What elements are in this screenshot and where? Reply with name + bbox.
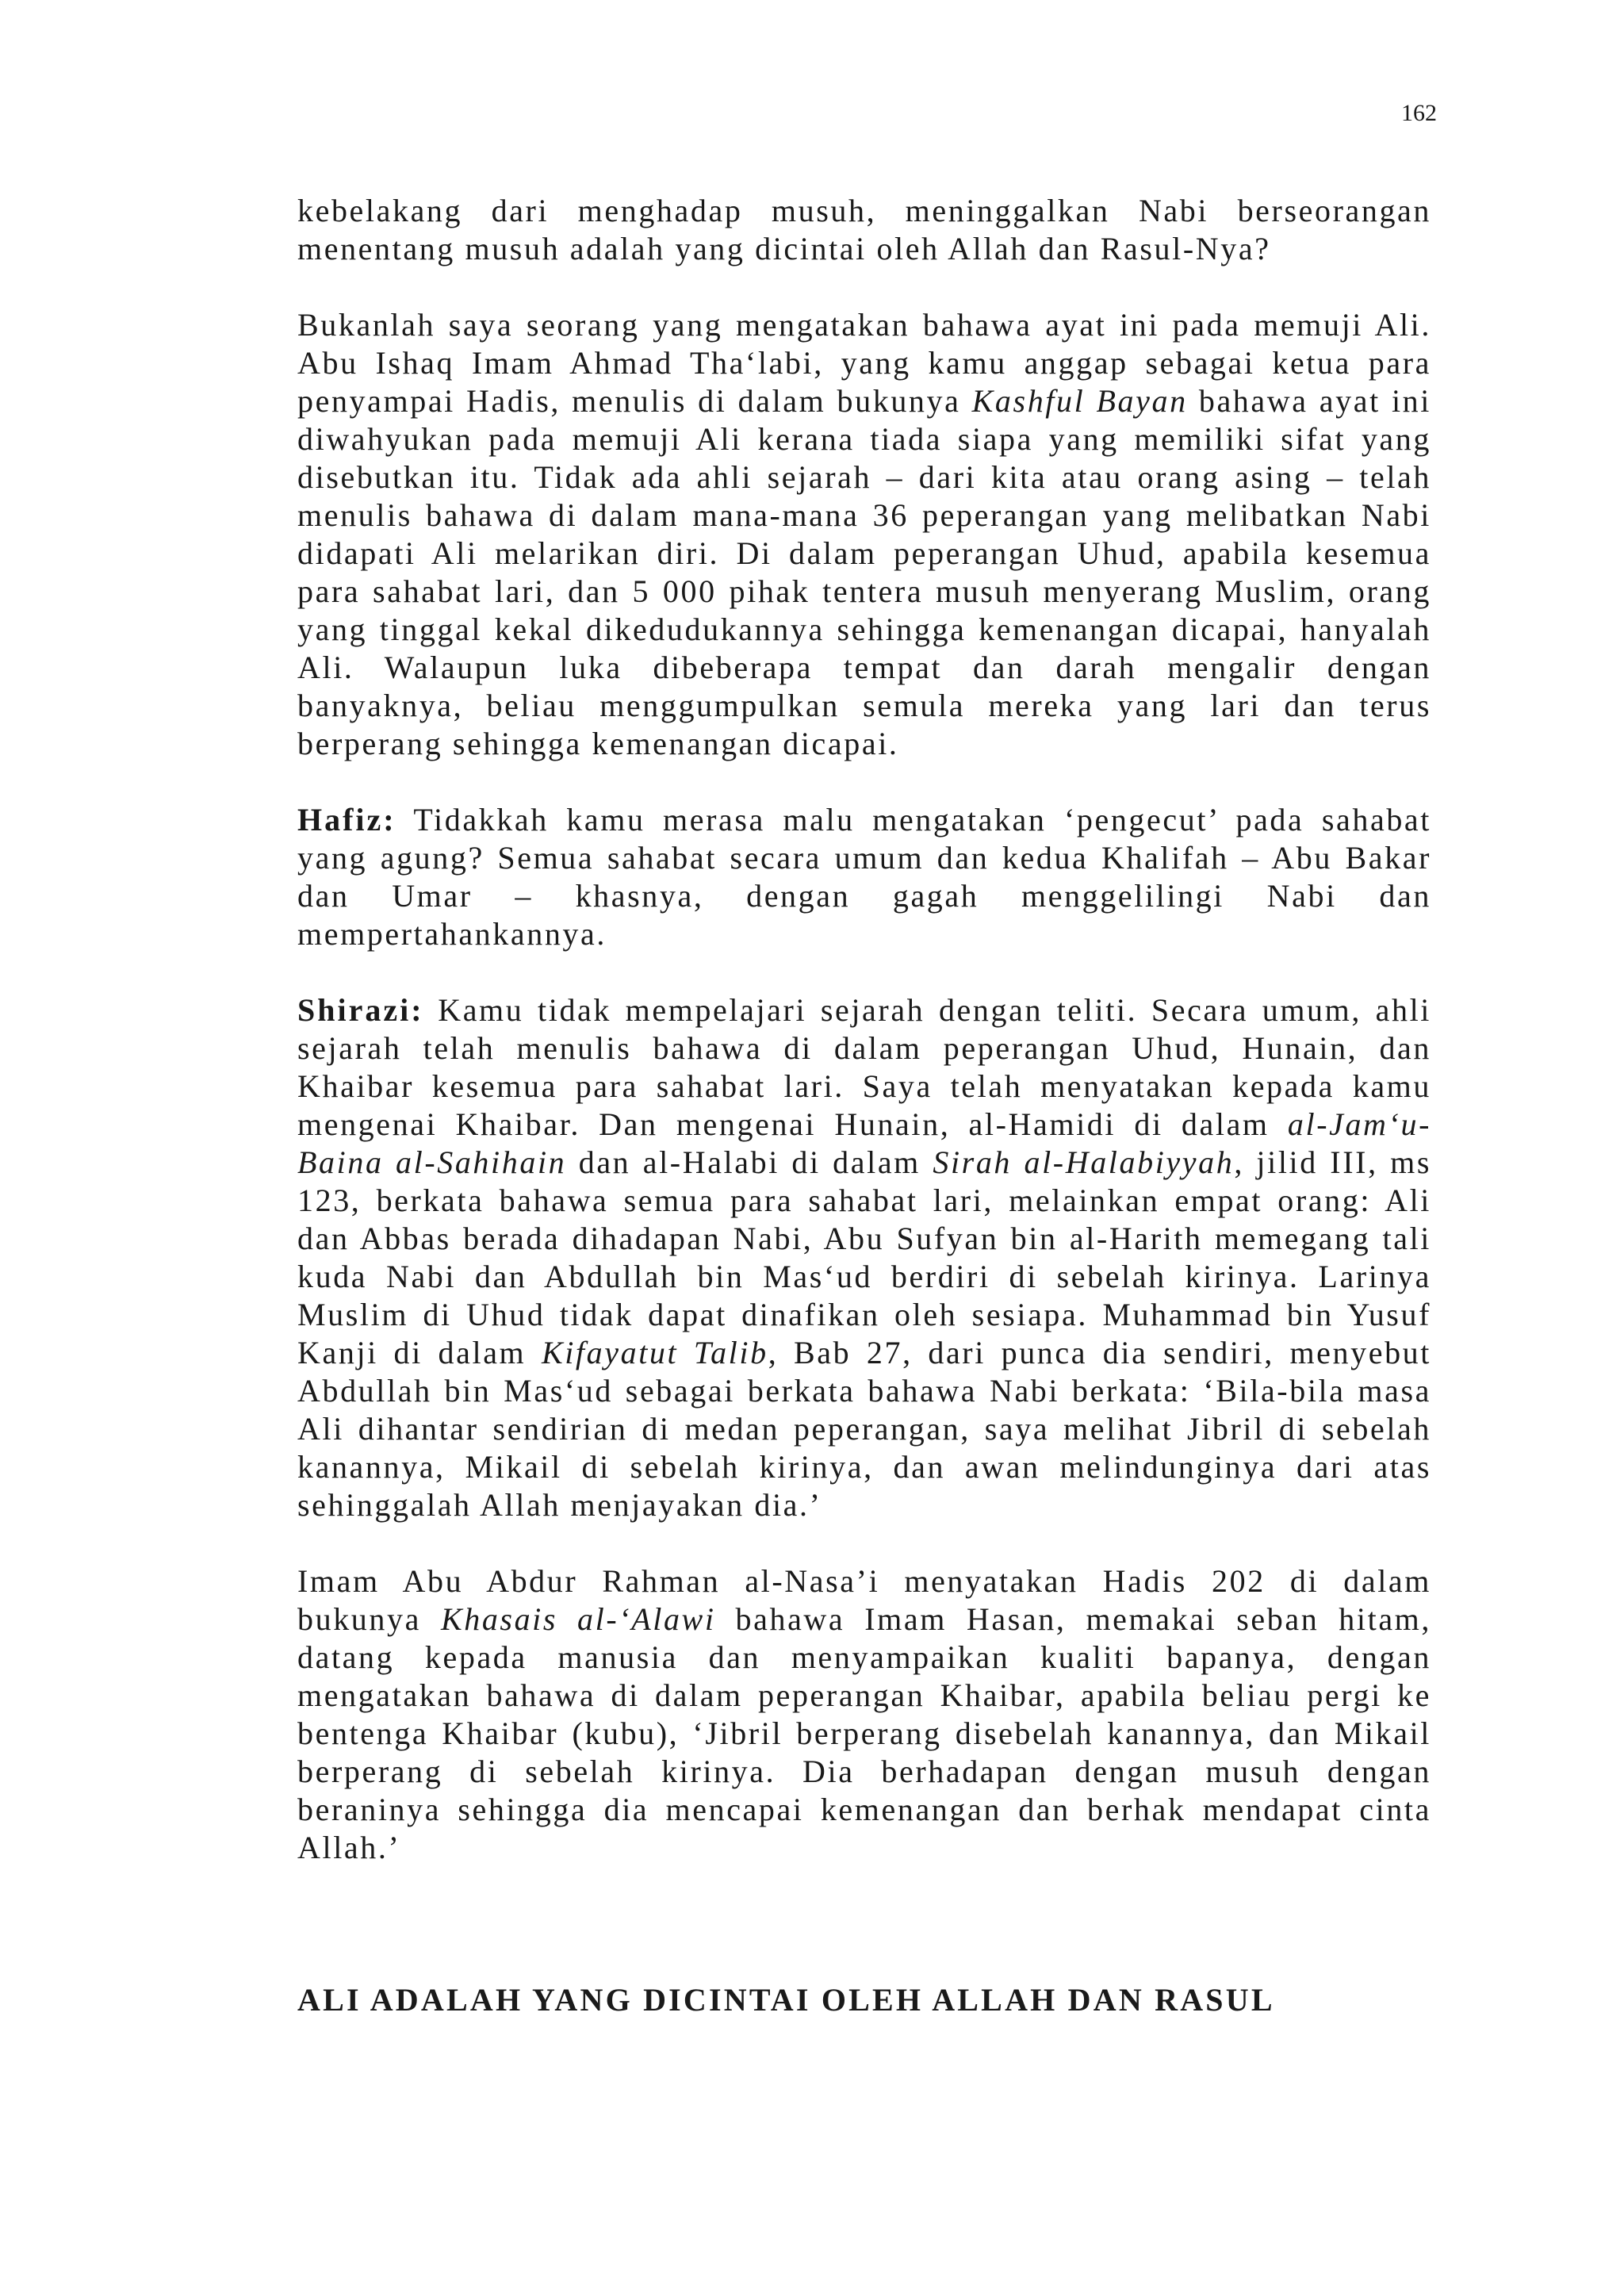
paragraph-text: bahawa Imam Hasan, memakai seban hitam, datang kepada manusia dan menyampaikan kualiti bapanya, dengan mengatakan bahawa di dalam peperangan Khaibar, apabila beliau pergi ke bentenga Khaibar (kubu), ‘Jibril berperang disebelah kanannya, dan Mikail berperang di sebelah kirinya. Dia berhadapan dengan musuh dengan beraninya sehingga dia mencapai kemenangan dan berhak mendapat cinta Allah.’ (297, 1601, 1431, 1865)
paragraph-text: Tidakkah kamu merasa malu mengatakan ‘pengecut’ pada sahabat yang agung? Semua sahabat secara umum dan kedua Khalifah – Abu Bakar dan Umar – khasnya, dengan gagah menggelilingi Nabi dan mempertahankannya. (297, 802, 1431, 952)
paragraph-text: bahawa ayat ini diwahyukan pada memuji Ali kerana tiada siapa yang memiliki sifat yang disebutkan itu. Tidak ada ahli sejarah – dari kita atau orang asing – telah menulis bahawa di dalam mana-mana 36 peperangan yang melibatkan Nabi didapati Ali melarikan diri. Di dalam peperangan Uhud, apabila kesemua para sahabat lari, dan 5 000 pihak tentera musuh menyerang Muslim, orang yang tinggal kekal dikedudukannya sehingga kemenangan dicapai, hanyalah Ali. Walaupun luka dibeberapa tempat dan darah mengalir dengan banyaknya, beliau menggumpulkan semula mereka yang lari dan terus berperang sehingga kemenangan dicapai. (297, 383, 1431, 761)
paragraph (297, 306, 1431, 763)
paragraph (297, 801, 1431, 953)
paragraph (297, 1562, 1431, 1867)
page-number: 162 (1401, 100, 1437, 126)
paragraph-text: Imam Abu Abdur Rahman al-Nasa’i menyatakan Hadis 202 di dalam bukunya (297, 1563, 1431, 1637)
book-title: Sirah al-Halabiyyah (933, 1144, 1235, 1180)
paragraph-text: dan al-Halabi di dalam (566, 1144, 933, 1180)
paragraph-text: , Bab 27, dari punca dia sendiri, menyebut Abdullah bin Mas‘ud sebagai berkata bahawa Nabi berkata: ‘Bila-bila masa Ali dihantar sendirian di medan peperangan, saya melihat Jibril di sebelah kanannya, Mikail di sebelah kirinya, dan awan melindunginya dari atas sehinggalah Allah menjayakan dia.’ (297, 1335, 1431, 1523)
speaker-label: Shirazi: (297, 992, 424, 1028)
paragraph (297, 192, 1431, 268)
paragraph-text: kebelakang dari menghadap musuh, meninggalkan Nabi berseorangan menentang musuh adalah yang dicintai oleh Allah dan Rasul-Nya? (297, 193, 1431, 266)
speaker-label: Hafiz: (297, 802, 396, 838)
book-title: Kifayatut Talib (541, 1335, 768, 1370)
book-title: al-Jam‘u-Baina al-Sahihain (297, 1106, 1431, 1180)
paragraph (297, 991, 1431, 1524)
paragraph-text: , jilid III, ms 123, berkata bahawa semua para sahabat lari, melainkan empat orang: Ali dan Abbas berada dihadapan Nabi, Abu Sufyan bin al-Harith memegang tali kuda Nabi dan Abdullah bin Mas‘ud berdiri di sebelah kirinya. Larinya Muslim di Uhud tidak dapat dinafikan oleh sesiapa. Muhammad bin Yusuf Kanji di dalam (297, 1144, 1431, 1370)
paragraph-text: Kamu tidak mempelajari sejarah dengan teliti. Secara umum, ahli sejarah telah menulis bahawa di dalam peperangan Uhud, Hunain, dan Khaibar kesemua para sahabat lari. Saya telah menyatakan kepada kamu mengenai Khaibar. Dan mengenai Hunain, al-Hamidi di dalam (297, 992, 1431, 1142)
document-body (297, 192, 1431, 1905)
section-heading: ALI ADALAH YANG DICINTAI OLEH ALLAH DAN RASUL (297, 1982, 1275, 2018)
book-title: Kashful Bayan (971, 383, 1188, 419)
book-title: Khasais al-‘Alawi (440, 1601, 716, 1637)
paragraph-text: Bukanlah saya seorang yang mengatakan bahawa ayat ini pada memuji Ali. Abu Ishaq Imam Ahmad Tha‘labi, yang kamu anggap sebagai ketua para penyampai Hadis, menulis di dalam bukunya (297, 307, 1431, 419)
